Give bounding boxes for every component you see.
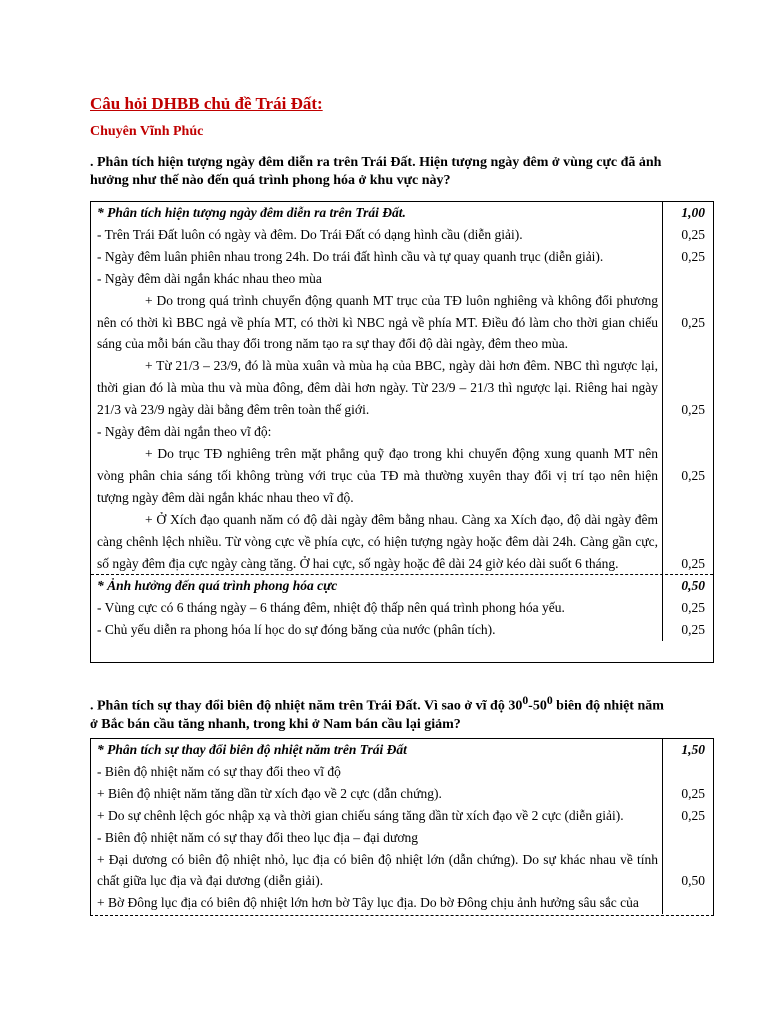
table-row: [91, 597, 713, 619]
table-row: [91, 827, 713, 849]
answer-text: + Do trục TĐ nghiêng trên mặt phẳng quỹ đạo trong khi chuyển động xung quanh MT nên vòng phân chia sáng tối không trùng với trục của TĐ mà thường xuyên thay đổi vị trí tạo nên hiện tượng ngày đêm dài ngắn khác nhau theo vĩ độ.: [91, 443, 663, 509]
section-heading: * Phân tích sự thay đổi biên độ nhiệt năm trên Trái Đất: [91, 739, 663, 761]
table-row: [91, 246, 713, 268]
table-row: [91, 574, 713, 597]
score-cell: 0,25: [681, 807, 705, 823]
answer-text: - Trên Trái Đất luôn có ngày và đêm. Do Trái Đất có dạng hình cầu (diễn giải).: [91, 224, 663, 246]
answer-table-1: [90, 201, 714, 663]
answer-text: + Do sự chênh lệch góc nhập xạ và thời gian chiếu sáng tăng dần từ xích đạo về 2 cực (diễn giải).: [91, 805, 663, 827]
answer-text: + Biên độ nhiệt năm tăng dần từ xích đạo về 2 cực (dẫn chứng).: [91, 783, 663, 805]
score-cell: 0,25: [681, 622, 705, 638]
table-row: [91, 509, 713, 575]
answer-text: - Biên độ nhiệt năm có sự thay đổi theo lục địa – đại dương: [91, 827, 663, 849]
table-row: [91, 783, 713, 805]
score-cell: [663, 421, 713, 443]
degree-superscript: 0: [522, 694, 529, 707]
table-row: [91, 355, 713, 421]
answer-table-2: [90, 738, 714, 916]
answer-text: + Đại dương có biên độ nhiệt nhỏ, lục địa có biên độ nhiệt lớn (dẫn chứng). Do sự khác nhau về tính chất giữa lục địa và đại dương (diễn giải).: [91, 849, 663, 893]
table-row: [91, 202, 713, 224]
table-row: [91, 224, 713, 246]
score-cell: 1,50: [681, 742, 705, 757]
score-cell: 0,25: [681, 555, 705, 571]
score-cell: [663, 827, 713, 849]
table-row: [91, 849, 713, 893]
score-cell: 0,25: [681, 600, 705, 616]
question-1: . Phân tích hiện tượng ngày đêm diễn ra trên Trái Đất. Hiện tượng ngày đêm ở vùng cực đã ảnh hưởng như thế nào đến quá trình phong hóa ở khu vực này?: [90, 155, 662, 188]
score-cell: 0,25: [681, 785, 705, 801]
question-2: [90, 692, 670, 734]
score-cell: 0,50: [681, 873, 705, 889]
answer-text: + Từ 21/3 – 23/9, đó là mùa xuân và mùa hạ của BBC, ngày dài hơn đêm. NBC thì ngược lại, thời gian đó là mùa thu và mùa đông, đêm dài hơn ngày. Từ 23/9 – 21/3 thì ngược lại. Riêng hai ngày 21/3 và 23/9 ngày dài bằng đêm trên toàn thế giới.: [91, 355, 663, 421]
score-cell: 0,25: [681, 226, 705, 242]
score-cell: 0,25: [681, 402, 705, 418]
score-cell: 0,50: [681, 578, 705, 594]
table-row: [91, 619, 713, 641]
section-heading: * Ảnh hưởng đến quá trình phong hóa cực: [91, 575, 663, 597]
question-2-text: -50: [528, 698, 547, 714]
table-row: [91, 268, 713, 290]
answer-text: + Ở Xích đạo quanh năm có độ dài ngày đêm bằng nhau. Càng xa Xích đạo, độ dài ngày đêm càng chênh lệch nhiều. Từ vòng cực về phía cực, có hiện tượng ngày hoặc đêm dài 24h. Càng gần cực, số ngày đêm địa cực ngày càng tăng. Ở hai cực, số ngày hoặc đê dài 24 giờ kéo dài suốt 6 tháng.: [91, 509, 663, 575]
document-title: Câu hỏi DHBB chủ đề Trái Đất:: [90, 94, 323, 113]
answer-text: - Ngày đêm dài ngắn theo vĩ độ:: [91, 421, 663, 443]
score-cell: 0,25: [681, 248, 705, 264]
degree-superscript: 0: [546, 694, 553, 707]
score-cell: [663, 268, 713, 290]
score-cell: 0,25: [681, 467, 705, 483]
table-row: [91, 761, 713, 783]
answer-text: - Biên độ nhiệt năm có sự thay đổi theo vĩ độ: [91, 761, 663, 783]
score-cell: [663, 761, 713, 783]
table-row: [91, 290, 713, 356]
score-cell: 0,25: [681, 314, 705, 330]
school-name: Chuyên Vĩnh Phúc: [90, 124, 204, 139]
answer-text: + Do trong quá trình chuyển động quanh MT trục của TĐ luôn nghiêng và không đổi phương nên có thời kì BBC ngả về phía MT, có thời kì NBC ngả về phía MT. Điều đó làm cho thời gian chiếu sáng của mỗi bán cầu thay đổi trong năm tạo ra sự thay đổi độ dài ngày, đêm theo mùa.: [91, 290, 663, 356]
table-row: [91, 805, 713, 827]
answer-text: - Ngày đêm dài ngắn khác nhau theo mùa: [91, 268, 663, 290]
question-2-text: biên độ nhiệt năm ở Bắc bán cầu tăng nhanh, trong khi ở Nam bán cầu lại giảm?: [90, 698, 664, 732]
table-row: [91, 421, 713, 443]
table-row: [91, 443, 713, 509]
answer-text: - Chủ yếu diễn ra phong hóa lí học do sự đóng băng của nước (phân tích).: [91, 619, 663, 641]
score-cell: [663, 892, 713, 914]
answer-text: + Bờ Đông lục địa có biên độ nhiệt lớn hơn bờ Tây lục địa. Do bờ Đông chịu ảnh hưởng sâu sắc của: [91, 892, 663, 914]
table-row: [91, 892, 713, 914]
question-2-text: . Phân tích sự thay đổi biên độ nhiệt năm trên Trái Đất. Vì sao ở vĩ độ 30: [90, 698, 523, 714]
section-heading: * Phân tích hiện tượng ngày đêm diễn ra trên Trái Đất.: [91, 202, 663, 224]
score-cell: 1,00: [681, 205, 705, 220]
table-row: [91, 739, 713, 761]
answer-text: - Ngày đêm luân phiên nhau trong 24h. Do trái đất hình cầu và tự quay quanh trục (diễn giải).: [91, 246, 663, 268]
answer-text: - Vùng cực có 6 tháng ngày – 6 tháng đêm, nhiệt độ thấp nên quá trình phong hóa yếu.: [91, 597, 663, 619]
